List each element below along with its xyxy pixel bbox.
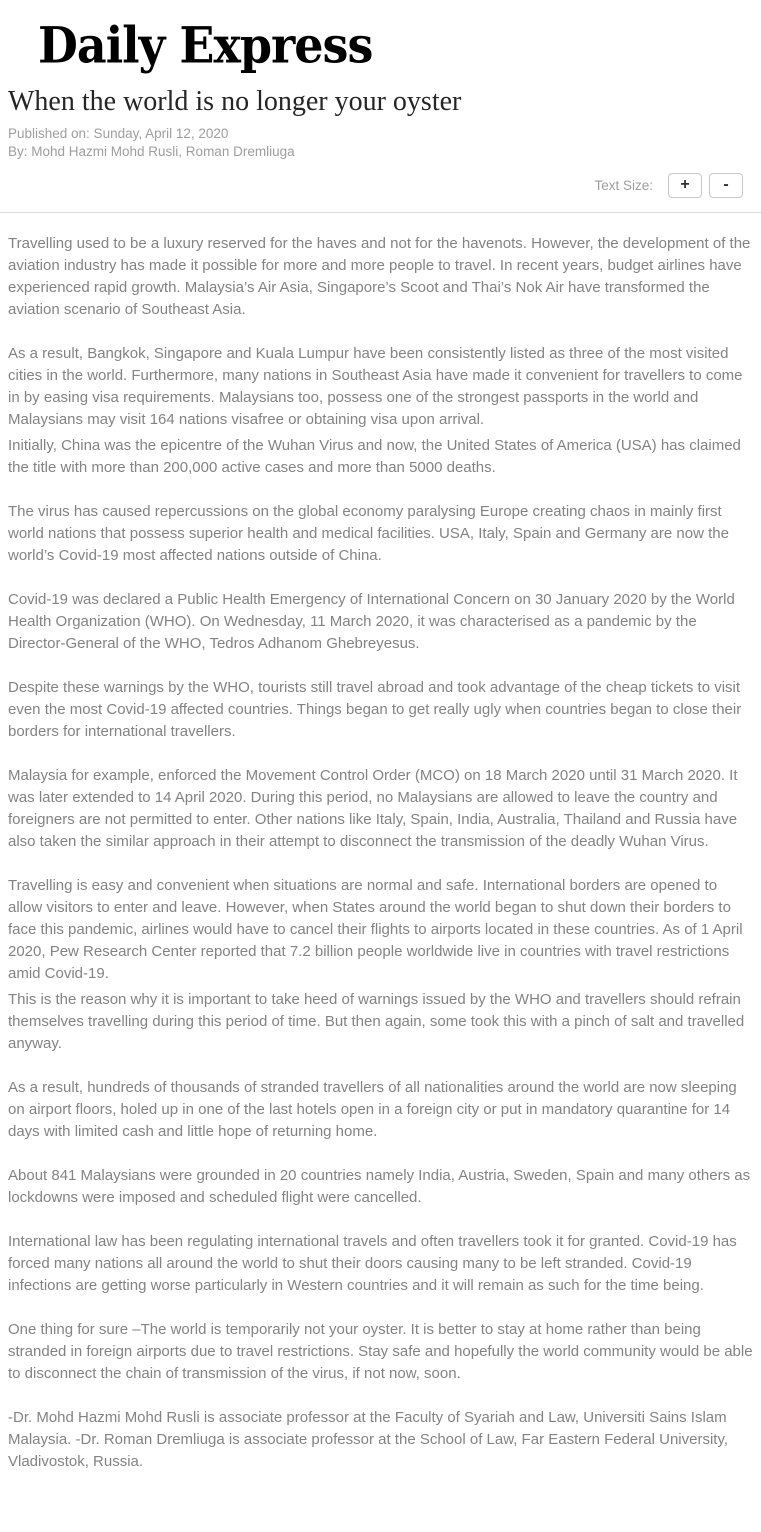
published-date: Published on: Sunday, April 12, 2020 — [8, 125, 229, 141]
article-paragraph: International law has been regulating international travels and often travellers took it for granted. Covid-19 has forced many nations all around the world to shut their doors causing many to be left stranded. Covid-19 infections are getting worse particularly in Western countries and it will remain as such for the time being. — [8, 1232, 737, 1294]
article-paragraph: -Dr. Mohd Hazmi Mohd Rusli is associate professor at the Faculty of Syariah and Law, Universiti Sains Islam Malaysia. -Dr. Roman Dremliuga is associate professor at the School of Law, Far Eastern Federal University, Vladivostok, Russia. — [8, 1408, 729, 1470]
article-paragraph: Travelling used to be a luxury reserved for the haves and not for the havenots. However, the development of the aviation industry has made it possible for more and more people to travel. In recent years, budget airlines have experienced rapid growth. Malaysia’s Air Asia, Singapore’s Scoot and Thai’s Nok Air have transformed the aviation scenario of Southeast Asia. — [8, 234, 751, 318]
masthead — [38, 16, 761, 75]
article-paragraph: The virus has caused repercussions on the global economy paralysing Europe creating chaos in mainly first world nations that possess superior health and medical facilities. USA, Italy, Spain and Germany are now the world’s Covid-19 most affected nations outside of China. — [8, 502, 729, 564]
text-size-toolbar — [8, 173, 753, 198]
byline: By: Mohd Hazmi Mohd Rusli, Roman Dremliuga — [8, 143, 295, 159]
text-size-decrease-button[interactable]: - — [709, 173, 743, 198]
article-paragraph: Covid-19 was declared a Public Health Emergency of International Concern on 30 January 2020 by the World Health Organization (WHO). On Wednesday, 11 March 2020, it was characterised as a pandemic by the Director-General of the WHO, Tedros Adhanom Ghebreyesus. — [8, 590, 735, 652]
text-size-increase-button[interactable]: + — [668, 173, 702, 198]
daily-express-logo[interactable]: Daily Express — [38, 16, 373, 75]
article-paragraph: Malaysia for example, enforced the Movement Control Order (MCO) on 18 March 2020 until 31 March 2020. It was later extended to 14 April 2020. During this period, no Malaysians are allowed to leave the country and foreigners are not permitted to enter. Other nations like Italy, Spain, India, Australia, Thailand and Russia have also taken the similar approach in their attempt to disconnect the transmission of the deadly Wuhan Virus. — [8, 766, 738, 850]
article-header — [0, 87, 761, 198]
article-paragraph: This is the reason why it is important to take heed of warnings issued by the WHO and travellers should refrain themselves travelling during this period of time. But then again, some took this with a pinch of salt and travelled anyway. — [8, 990, 745, 1052]
text-size-label: Text Size: — [594, 177, 653, 193]
article-paragraph: About 841 Malaysians were grounded in 20 countries namely India, Austria, Sweden, Spain and many others as lockdowns were imposed and scheduled flight were cancelled. — [8, 1166, 751, 1206]
article-paragraph: As a result, Bangkok, Singapore and Kuala Lumpur have been consistently listed as three of the most visited cities in the world. Furthermore, many nations in Southeast Asia have made it convenient for travellers to come in by easing visa requirements. Malaysians too, possess one of the strongest passports in the world and Malaysians may visit 164 nations visafree or obtaining visa upon arrival. — [8, 344, 743, 428]
article-paragraph: Despite these warnings by the WHO, tourists still travel abroad and took advantage of the cheap tickets to visit even the most Covid-19 affected countries. Things began to get really ugly when countries began to close their borders for international travellers. — [8, 678, 742, 740]
page-title: When the world is no longer your oyster — [8, 86, 462, 118]
article-paragraph: As a result, hundreds of thousands of stranded travellers of all nationalities around the world are now sleeping on airport floors, holed up in one of the last hotels open in a foreign city or put in mandatory quarantine for 14 days with limited cash and little hope of returning home. — [8, 1078, 737, 1140]
article-paragraph: Initially, China was the epicentre of the Wuhan Virus and now, the United States of America (USA) has claimed the title with more than 200,000 active cases and more than 5000 deaths. — [8, 436, 741, 476]
article-paragraph: Travelling is easy and convenient when situations are normal and safe. International borders are opened to allow visitors to enter and leave. However, when States around the world began to shut down their borders to face this pandemic, airlines would have to cancel their flights to airports located in these countries. As of 1 April 2020, Pew Research Center reported that 7.2 billion people worldwide live in countries with travel restrictions amid Covid-19. — [8, 876, 743, 982]
article-paragraph: One thing for sure –The world is temporarily not your oyster. It is better to stay at home rather than being stranded in foreign airports due to travel restrictions. Stay safe and hopefully the world community would be able to disconnect the chain of transmission of the virus, if not now, soon. — [8, 1320, 753, 1382]
article-body — [0, 213, 761, 1473]
